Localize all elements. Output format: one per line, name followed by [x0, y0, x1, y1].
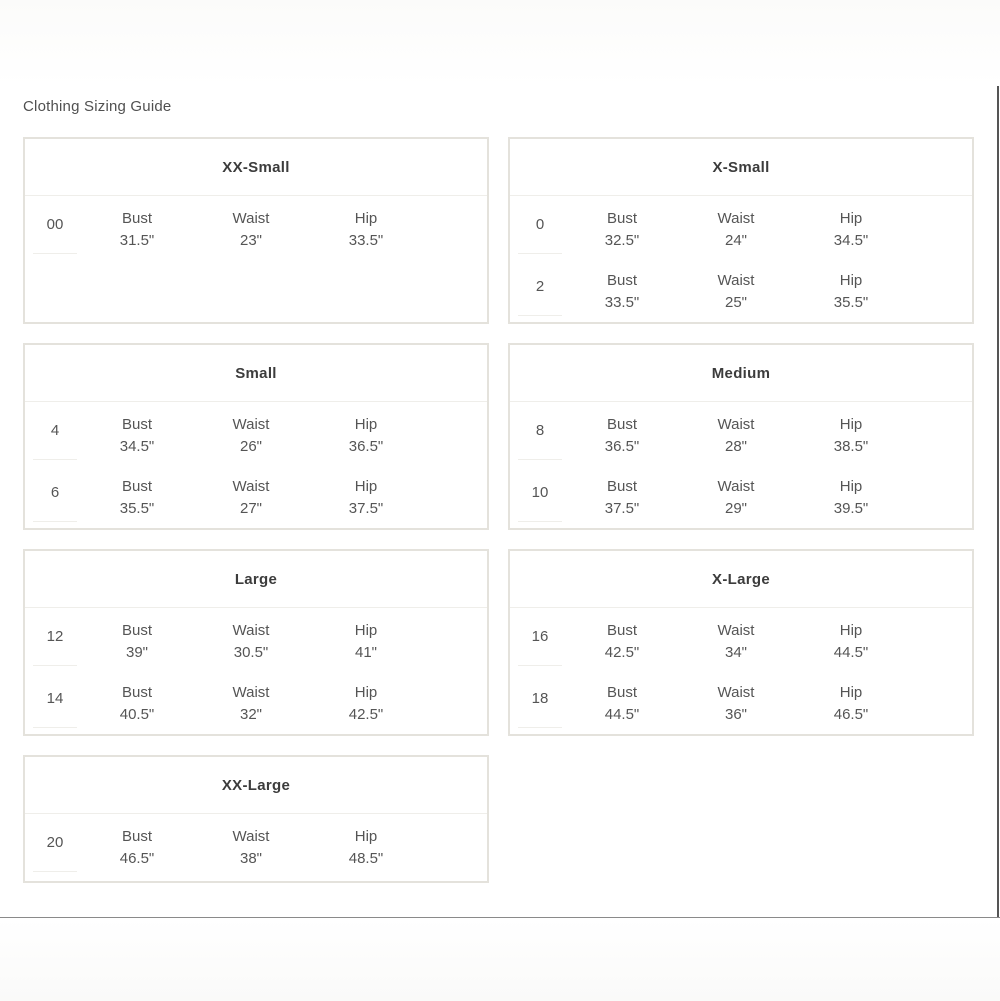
- waist-label: Waist: [717, 416, 755, 433]
- hip-value: 42.5": [348, 706, 384, 723]
- bust-measure: [582, 208, 662, 252]
- hip-value: 36.5": [348, 438, 384, 455]
- size-number: 20: [33, 814, 77, 872]
- waist-value: 30.5": [233, 644, 269, 661]
- size-card-x-small: [508, 137, 974, 324]
- hip-value: 33.5": [348, 232, 384, 249]
- size-row: [25, 608, 487, 670]
- bust-label: Bust: [606, 684, 637, 701]
- hip-label: Hip: [839, 478, 863, 495]
- waist-measure: [211, 620, 291, 664]
- hip-measure: [326, 414, 406, 458]
- size-row: [25, 464, 487, 526]
- hip-measure: [326, 682, 406, 726]
- waist-label: Waist: [717, 272, 755, 289]
- waist-value: 28": [724, 438, 747, 455]
- size-card-small: [23, 343, 489, 530]
- bust-label: Bust: [121, 210, 152, 227]
- waist-value: 29": [724, 500, 747, 517]
- waist-measure: [696, 414, 776, 458]
- waist-value: 38": [239, 850, 262, 867]
- waist-label: Waist: [717, 210, 755, 227]
- size-row: [25, 814, 487, 876]
- hip-measure: [326, 208, 406, 252]
- bust-label: Bust: [121, 828, 152, 845]
- waist-measure: [211, 476, 291, 520]
- waist-label: Waist: [232, 828, 270, 845]
- hip-label: Hip: [354, 416, 378, 433]
- size-card-title: X-Large: [510, 551, 972, 608]
- size-card-x-large: [508, 549, 974, 736]
- hip-label: Hip: [839, 416, 863, 433]
- size-number: 18: [518, 670, 562, 728]
- size-number: 12: [33, 608, 77, 666]
- bust-value: 32.5": [604, 232, 640, 249]
- waist-value: 25": [724, 294, 747, 311]
- bust-value: 36.5": [604, 438, 640, 455]
- size-row: [510, 670, 972, 732]
- size-card-medium: [508, 343, 974, 530]
- bust-label: Bust: [606, 272, 637, 289]
- waist-label: Waist: [717, 478, 755, 495]
- waist-label: Waist: [232, 684, 270, 701]
- bust-value: 46.5": [119, 850, 155, 867]
- hip-label: Hip: [354, 828, 378, 845]
- bust-measure: [582, 682, 662, 726]
- bust-measure: [97, 476, 177, 520]
- bust-measure: [97, 208, 177, 252]
- bust-label: Bust: [121, 478, 152, 495]
- bust-value: 31.5": [119, 232, 155, 249]
- waist-label: Waist: [717, 622, 755, 639]
- size-number: 6: [33, 464, 77, 522]
- bust-measure: [97, 682, 177, 726]
- bust-label: Bust: [121, 622, 152, 639]
- waist-label: Waist: [232, 210, 270, 227]
- waist-measure: [696, 270, 776, 314]
- waist-measure: [696, 682, 776, 726]
- size-number: 16: [518, 608, 562, 666]
- hip-label: Hip: [354, 684, 378, 701]
- hip-label: Hip: [839, 272, 863, 289]
- size-row: [25, 196, 487, 258]
- bust-measure: [97, 826, 177, 870]
- waist-label: Waist: [717, 684, 755, 701]
- bust-measure: [582, 620, 662, 664]
- bust-value: 44.5": [604, 706, 640, 723]
- waist-value: 36": [724, 706, 747, 723]
- size-card-title: XX-Small: [25, 139, 487, 196]
- size-row: [510, 258, 972, 320]
- hip-measure: [811, 476, 891, 520]
- hip-value: 37.5": [348, 500, 384, 517]
- bust-measure: [582, 270, 662, 314]
- bust-measure: [97, 620, 177, 664]
- hip-measure: [326, 476, 406, 520]
- size-card-title: XX-Large: [25, 757, 487, 814]
- hip-measure: [811, 270, 891, 314]
- size-number: 2: [518, 258, 562, 316]
- size-card-xx-small: [23, 137, 489, 324]
- right-border-line: [997, 86, 999, 917]
- hip-value: 46.5": [833, 706, 869, 723]
- waist-value: 23": [239, 232, 262, 249]
- size-card-title: Large: [25, 551, 487, 608]
- waist-value: 26": [239, 438, 262, 455]
- waist-value: 32": [239, 706, 262, 723]
- size-number: 14: [33, 670, 77, 728]
- size-number: 4: [33, 402, 77, 460]
- size-row: [25, 670, 487, 732]
- bust-label: Bust: [121, 416, 152, 433]
- hip-label: Hip: [839, 622, 863, 639]
- waist-measure: [696, 476, 776, 520]
- hip-value: 34.5": [833, 232, 869, 249]
- hip-value: 35.5": [833, 294, 869, 311]
- size-number: 00: [33, 196, 77, 254]
- bottom-margin: [0, 917, 1000, 1001]
- size-number: 8: [518, 402, 562, 460]
- size-number: 10: [518, 464, 562, 522]
- size-row: [510, 608, 972, 670]
- bust-value: 33.5": [604, 294, 640, 311]
- bust-value: 40.5": [119, 706, 155, 723]
- bust-measure: [582, 476, 662, 520]
- size-card-title: Small: [25, 345, 487, 402]
- bust-measure: [97, 414, 177, 458]
- hip-measure: [326, 620, 406, 664]
- waist-measure: [211, 682, 291, 726]
- size-row: [510, 196, 972, 258]
- hip-measure: [811, 414, 891, 458]
- bust-value: 39": [125, 644, 148, 661]
- waist-measure: [211, 826, 291, 870]
- hip-label: Hip: [354, 478, 378, 495]
- bust-measure: [582, 414, 662, 458]
- hip-measure: [326, 826, 406, 870]
- hip-measure: [811, 682, 891, 726]
- waist-value: 27": [239, 500, 262, 517]
- waist-measure: [211, 414, 291, 458]
- hip-label: Hip: [839, 684, 863, 701]
- hip-value: 41": [354, 644, 377, 661]
- bust-label: Bust: [606, 622, 637, 639]
- hip-value: 48.5": [348, 850, 384, 867]
- size-card-large: [23, 549, 489, 736]
- bust-label: Bust: [606, 416, 637, 433]
- hip-label: Hip: [839, 210, 863, 227]
- bust-label: Bust: [121, 684, 152, 701]
- bust-value: 37.5": [604, 500, 640, 517]
- waist-label: Waist: [232, 622, 270, 639]
- waist-value: 34": [724, 644, 747, 661]
- hip-value: 38.5": [833, 438, 869, 455]
- size-row: [510, 402, 972, 464]
- hip-label: Hip: [354, 622, 378, 639]
- waist-value: 24": [724, 232, 747, 249]
- hip-value: 44.5": [833, 644, 869, 661]
- size-card-xx-large: [23, 755, 489, 883]
- page-title: Clothing Sizing Guide: [23, 98, 172, 115]
- size-row: [25, 402, 487, 464]
- hip-measure: [811, 620, 891, 664]
- hip-label: Hip: [354, 210, 378, 227]
- waist-label: Waist: [232, 416, 270, 433]
- size-card-title: X-Small: [510, 139, 972, 196]
- bust-value: 42.5": [604, 644, 640, 661]
- waist-label: Waist: [232, 478, 270, 495]
- bust-value: 35.5": [119, 500, 155, 517]
- bust-label: Bust: [606, 210, 637, 227]
- waist-measure: [211, 208, 291, 252]
- hip-measure: [811, 208, 891, 252]
- waist-measure: [696, 208, 776, 252]
- size-number: 0: [518, 196, 562, 254]
- hip-value: 39.5": [833, 500, 869, 517]
- size-row: [510, 464, 972, 526]
- waist-measure: [696, 620, 776, 664]
- size-card-title: Medium: [510, 345, 972, 402]
- bust-value: 34.5": [119, 438, 155, 455]
- bust-label: Bust: [606, 478, 637, 495]
- top-margin: [0, 0, 1000, 86]
